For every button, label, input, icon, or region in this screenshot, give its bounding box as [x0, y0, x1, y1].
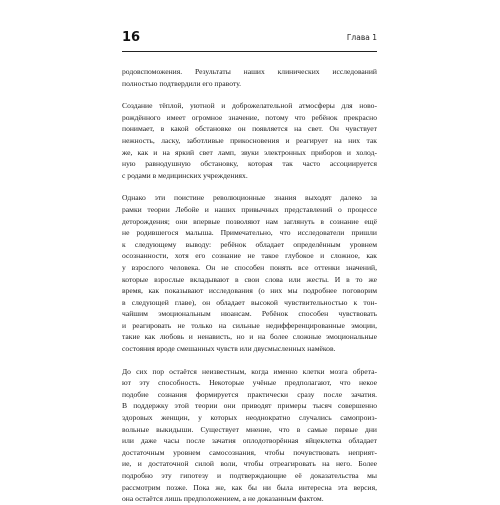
text-line: и реагировать не только на сильные недифференцированные эмоции, — [122, 320, 377, 330]
text-line: она остаётся лишь предположением, а не доказанным фактом. — [122, 494, 324, 504]
header-rule — [122, 51, 377, 52]
text-line: ную равнодушную обстановку, которая так часто ассоциируется — [122, 159, 377, 169]
text-line: ие, и достаточной силой воли, чтобы отреагировать на него. Более — [122, 459, 377, 469]
text-line: состояния вроде смешанных чувств или двусмысленных намёков. — [122, 344, 336, 354]
text-line: Однако эти поистине революционные знания выходят далеко за — [122, 193, 377, 203]
text-line: полностью подтвердили его правоту. — [122, 78, 242, 88]
text-line: вольные выкидыши. Существует мнение, что в самые первые дни — [122, 424, 377, 434]
text-line: которые взрослые вкладывают в свои слова или жесты. И в то же — [122, 274, 377, 284]
page-number: 16 — [122, 30, 141, 45]
text-line: такие как любовь и ненависть, но и на более сложные эмоциональные — [122, 332, 377, 342]
body-text — [122, 66, 377, 505]
text-line: В поддержку этой теории они приводят примеры тысяч совершенно — [122, 401, 377, 411]
paragraph — [122, 100, 377, 181]
text-line: До сих пор остаётся неизвестным, когда именно клетки мозга обрета- — [122, 366, 377, 376]
text-line: достаточным уровнем самосознания, чтобы почувствовать неприят- — [122, 447, 377, 457]
text-line: рождённого имеет огромное значение, потому что ребёнок прекрасно — [122, 112, 377, 122]
paragraph — [122, 192, 377, 354]
text-line: здоровых женщин, у которых неоднократно случались самопроиз- — [122, 413, 377, 423]
text-line: подробно эту гипотезу и подтверждающие её доказательства мы — [122, 471, 377, 480]
text-line: или даже часы после зачатия оплодотворённая яйцеклетка обладает — [122, 436, 377, 446]
text-line: время, как показывают исследования (о них мы подробнее поговорим — [122, 286, 377, 296]
text-line: родовспоможения. Результаты наших клинических исследований — [122, 67, 377, 76]
text-line: чайшим эмоциональным нюансам. Ребёнок способен чувствовать — [122, 309, 377, 319]
paragraph — [122, 66, 377, 89]
text-line: с родами в медицинских учреждениях. — [122, 170, 248, 180]
text-line: осознанности, хотя его сознание не такое глубокое и сложное, как — [122, 251, 377, 261]
text-line: у взрослого человека. Он не способен понять все оттенки значений, — [122, 262, 377, 272]
text-line: рамки теории Лебойе и наших привычных представлений о процессе — [122, 204, 377, 214]
text-line: нежность, ласку, заботливые прикосновения и реагирует на них так — [122, 135, 377, 145]
text-line: Создание тёплой, уютной и доброжелательной атмосферы для ново- — [122, 101, 377, 111]
text-line: деторождения; они впервые позволяют нам заглянуть в сознание ещё — [122, 216, 377, 226]
text-line: понимает, в какой обстановке он появляется на свет. Он чувствует — [122, 124, 377, 134]
text-line: к следующему выводу: ребёнок обладает определённым уровнем — [122, 239, 377, 249]
paragraph — [122, 366, 377, 505]
text-line: ют эту способность. Некоторые учёные предполагают, что некое — [122, 378, 377, 388]
text-line: подобие сознания формируется практически сразу после зачатия. — [122, 389, 377, 399]
text-line: в следующей главе), он обладает высокой чувствительностью к тон- — [122, 297, 377, 307]
text-line: не родившегося малыша. Примечательно, что исследователи пришли — [122, 228, 377, 238]
text-line: же, как и на яркий свет ламп, звуки электронных приборов и холод- — [122, 147, 377, 157]
text-line: рассмотрим позже. Пока же, как бы ни была интересна эта версия, — [122, 482, 377, 492]
chapter-title: Глава 1 — [346, 33, 377, 42]
